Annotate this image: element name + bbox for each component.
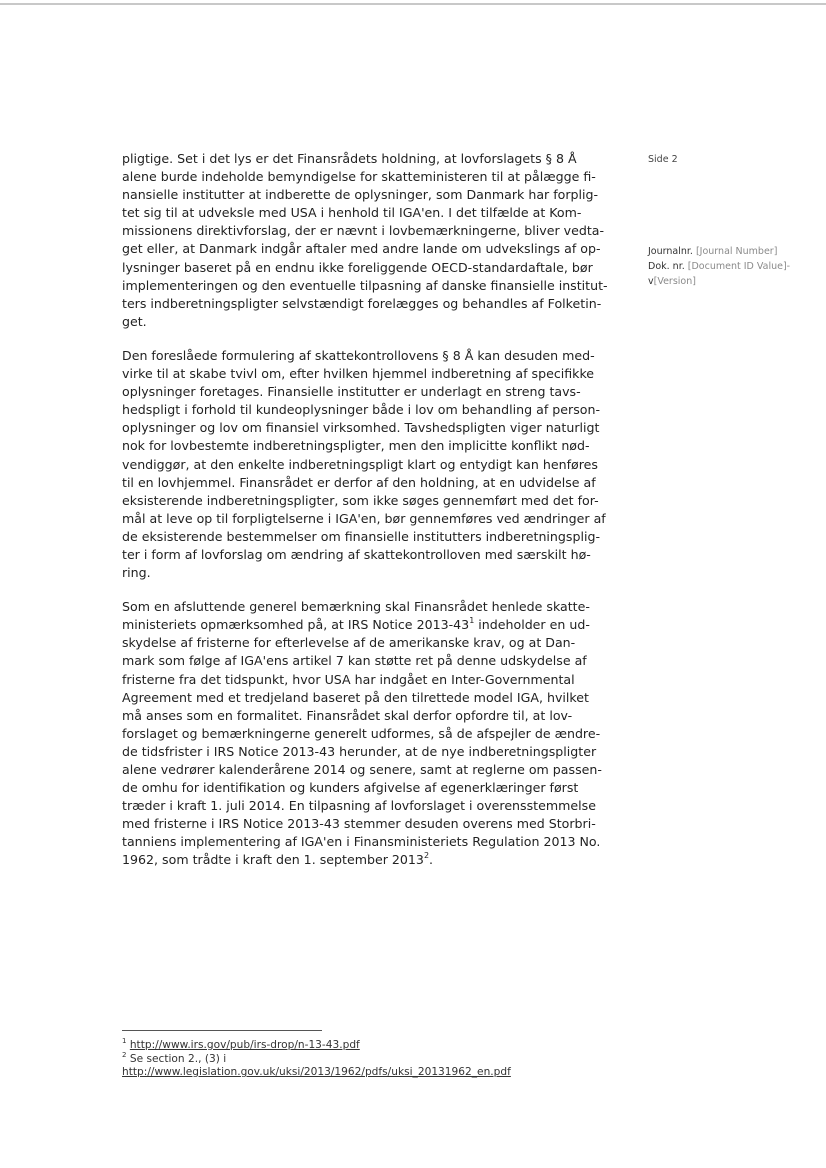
document-id-row [648, 259, 823, 274]
text-line: ter i form af lovforslag om ændring af skattekontrolloven med særskilt hø- [122, 546, 591, 562]
text-line: tanniens implementering af IGA'en i Finansministeriets Regulation 2013 No. [122, 834, 601, 850]
text-line: Den foreslåede formulering af skattekontrollovens § 8 Å kan desuden med- [122, 347, 595, 363]
text-line: hedspligt i forhold til kundeoplysninger både i lov om behandling af person- [122, 402, 600, 418]
text-line: implementeringen og den eventuelle tilpasning af danske finansielle institut- [122, 277, 608, 293]
top-border [0, 3, 826, 5]
text-line: get. [122, 313, 147, 329]
text-line: get eller, at Danmark indgår aftaler med andre lande om udvekslings af op- [122, 241, 601, 257]
text-line: lysninger baseret på en endnu ikke foreliggende OECD-standardaftale, bør [122, 259, 593, 275]
text-line: tet sig til at udveksle med USA i henhold til IGA'en. I det tilfælde at Kom- [122, 205, 582, 221]
text-fragment: indeholder en ud- [474, 617, 590, 633]
text-line: Som en afsluttende generel bemærkning skal Finansrådet henlede skatte- [122, 599, 590, 615]
journal-number-row [648, 244, 823, 259]
text-line: forslaget og bemærkningerne generelt udformes, så de afspejler de ændre- [122, 725, 601, 741]
journal-label: Journalnr. [648, 246, 693, 257]
footnotes [122, 1039, 622, 1080]
text-fragment: ministeriets opmærksomhed på, at IRS Notice 2013-43 [122, 617, 470, 633]
text-line: eksisterende indberetningspligter, som ikke søges gennemført med det for- [122, 492, 599, 508]
footnote-2-link[interactable]: http://www.legislation.gov.uk/uksi/2013/1962/pdfs/uksi_20131962_en.pdf [122, 1066, 511, 1079]
footnote-1 [122, 1039, 622, 1053]
text-line: ters indberetningspligter selvstændigt forelægges og behandles af Folketin- [122, 295, 602, 311]
footnote-number: 1 [122, 1037, 127, 1045]
footnote-2-url-line [122, 1066, 622, 1080]
text-line: oplysninger foretages. Finansielle institutter er underlagt en streng tavs- [122, 384, 581, 400]
text-line: med fristerne i IRS Notice 2013-43 stemmer desuden overens med Storbri- [122, 816, 596, 832]
footnote-2-text: Se section 2., (3) i [129, 1052, 227, 1065]
text-line [122, 616, 607, 634]
text-line: til en lovhjemmel. Finansrådet er derfor af den holdning, at en udvidelse af [122, 474, 596, 490]
paragraph-2 [122, 347, 607, 582]
text-line [122, 851, 607, 869]
page-number: Side 2 [648, 154, 678, 165]
text-line: Agreement med et tredjeland baseret på den tilrettede model IGA, hvilket [122, 689, 589, 705]
footnote-1-link[interactable]: http://www.irs.gov/pub/irs-drop/n-13-43.pdf [129, 1039, 360, 1051]
footnote-2 [122, 1050, 622, 1067]
footnote-ref-1: 1 [469, 616, 475, 626]
text-line: nansielle institutter at indberette de oplysninger, som Danmark har forplig- [122, 187, 599, 203]
text-line: alene vedrører kalenderårene 2014 og senere, samt at reglerne om passen- [122, 762, 602, 777]
version-value: [Version] [653, 276, 696, 288]
text-line: virke til at skabe tvivl om, efter hvilken hjemmel indberetning af specifikke [122, 366, 595, 382]
text-line: fristerne fra det tidspunkt, hvor USA har indgået en Inter-Governmental [122, 671, 575, 687]
text-line: mark som følge af IGA'ens artikel 7 kan støtte ret på denne udskydelse af [122, 653, 587, 669]
text-line: de tidsfrister i IRS Notice 2013-43 herunder, at de nye indberetningspligter [122, 743, 597, 759]
doc-label: Dok. nr. [648, 261, 685, 273]
text-line: mål at leve op til forpligtelserne i IGA'en, bør gennemføres ved ændringer af [122, 510, 606, 526]
text-line: må anses som en formalitet. Finansrådet skal derfor opfordre til, at lov- [122, 707, 573, 723]
text-line: skydelse af fristerne for efterlevelse af de amerikanske krav, og at Dan- [122, 635, 576, 651]
journal-value: [Journal Number] [695, 246, 778, 257]
document-body [122, 150, 607, 886]
footnote-ref-2: 2 [423, 851, 430, 861]
text-line: alene burde indeholde bemyndigelse for skatteministeren til at pålægge fi- [122, 169, 596, 185]
text-line: pligtige. Set i det lys er det Finansrådets holdning, at lovforslagets § 8 Å [122, 151, 577, 166]
footnote-separator [122, 1030, 322, 1031]
doc-value: [Document ID Value]- [687, 261, 791, 273]
paragraph-3 [122, 598, 607, 869]
document-meta [648, 244, 823, 290]
text-line: nok for lovbestemte indberetningspligter, men den implicitte konflikt nød- [122, 438, 590, 454]
text-line: træder i kraft 1. juli 2014. En tilpasning af lovforslaget i overensstemmelse [122, 798, 596, 814]
footnote-number: 2 [122, 1050, 127, 1059]
text-line: vendiggør, at den enkelte indberetningspligt klart og entydigt kan henføres [122, 456, 598, 472]
text-fragment: . [429, 852, 434, 868]
text-line: missionens direktivforslag, der er nævnt i lovbemærkningerne, bliver vedta- [122, 223, 605, 239]
text-line: ring. [122, 565, 151, 581]
text-fragment: 1962, som trådte i kraft den 1. september 2013 [122, 852, 424, 868]
version-row [648, 274, 823, 289]
version-prefix: v [648, 276, 654, 288]
text-line: de omhu for identifikation og kunders afgivelse af egenerklæringer først [122, 780, 579, 796]
paragraph-1 [122, 150, 607, 331]
text-line: de eksisterende bestemmelser om finansielle institutters indberetningsplig- [122, 528, 600, 544]
text-line: oplysninger og lov om finansiel virksomhed. Tavshedspligten viger naturligt [122, 420, 600, 436]
